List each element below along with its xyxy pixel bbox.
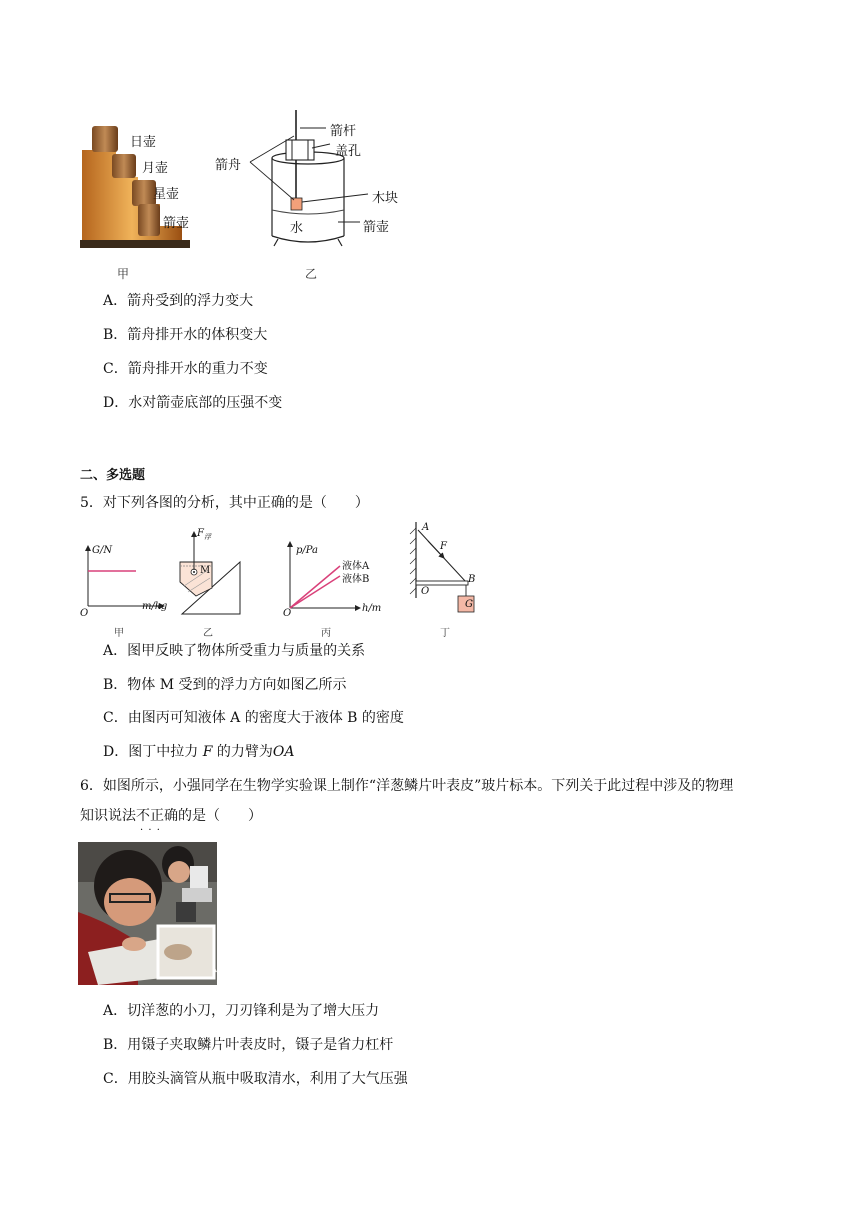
q5-bing-origin: O: [283, 608, 292, 619]
q5-caption-bing: 丙: [321, 628, 331, 639]
label-shui: 水: [290, 221, 304, 236]
caption-jia-q4: 甲: [117, 267, 130, 281]
student-lab-photo: [78, 842, 217, 985]
q6-option-c: C．用胶头滴管从瓶中吸取清水，利用了大气压强: [103, 1071, 408, 1087]
q5-option-a: A．图甲反映了物体所受重力与质量的关系: [103, 643, 366, 659]
q6-option-a: A．切洋葱的小刀，刀刃锋利是为了增大压力: [103, 1003, 380, 1019]
label-jian-hu-b: 箭壶: [363, 220, 390, 235]
label-jian-hu-a: 箭壶: [163, 216, 190, 231]
q5-jia-x-label: m/kg: [142, 601, 168, 612]
q6-stem-line2: 知识说法不正确 · · ·的是（ ）: [80, 806, 262, 826]
q5-bing-x-label: h/m: [362, 603, 382, 614]
label-ri-hu: 日壶: [130, 135, 157, 150]
q5-caption-jia: 甲: [114, 628, 124, 639]
q5-jia-origin: O: [80, 608, 89, 619]
q6-emphasis: 不正确 · · ·: [136, 808, 178, 824]
label-yue-hu: 月壶: [142, 161, 169, 176]
q5-option-b: B．物体 M 受到的浮力方向如图乙所示: [103, 677, 347, 693]
q6-stem-line1: 6．如图所示，小强同学在生物学实验课上制作“洋葱鳞片叶表皮”玻片标本。下列关于此过程中涉及的物理: [80, 778, 734, 794]
q5-ding-origin: O: [421, 586, 430, 597]
label-gai-kong: 盖孔: [335, 144, 362, 159]
label-jian-gan: 箭杆: [330, 124, 357, 139]
q5-yi-object-label: M: [200, 565, 211, 576]
label-jian-zhou: 箭舟: [215, 158, 242, 173]
q5-ding-weight: G: [465, 599, 473, 610]
label-xing-hu: 星壶: [153, 187, 180, 202]
q6-option-b: B．用镊子夹取鳞片叶表皮时，镊子是省力杠杆: [103, 1037, 394, 1053]
q4-option-a: A．箭舟受到的浮力变大: [103, 293, 254, 309]
q5-jia-y-label: G/N: [92, 545, 113, 556]
q4-option-c: C．箭舟排开水的重力不变: [103, 361, 268, 377]
q4-option-d: D．水对箭壶底部的压强不变: [103, 395, 283, 411]
q5-option-c: C．由图丙可知液体 A 的密度大于液体 B 的密度: [103, 710, 404, 726]
section-title: 二、多选题: [80, 468, 146, 483]
q5-option-d: D．图丁中拉力 F 的力臂为OA: [103, 744, 295, 760]
q5-stem: 5．对下列各图的分析，其中正确的是（ ）: [80, 495, 369, 511]
q4-option-b: B．箭舟排开水的体积变大: [103, 327, 268, 343]
q5-figure-yi: [172, 526, 252, 624]
q5-caption-yi: 乙: [203, 628, 213, 639]
q5-ding-force: F: [440, 541, 447, 552]
label-mu-kuai: 木块: [372, 191, 399, 206]
q6-lab-photo: [78, 842, 217, 985]
q5-ding-point-a: A: [422, 522, 430, 533]
q5-bing-line-a: 液体A: [342, 561, 370, 572]
buoyancy-incline-diagram: [172, 526, 252, 624]
q5-yi-force-label: $F_浮$: [197, 528, 211, 541]
q5-bing-line-b: 液体B: [342, 574, 370, 585]
q5-bing-y-label: p/Pa: [296, 545, 319, 556]
caption-yi-q4: 乙: [305, 267, 318, 281]
q5-caption-ding: 丁: [440, 628, 450, 639]
q5-ding-point-b: B: [468, 574, 476, 585]
